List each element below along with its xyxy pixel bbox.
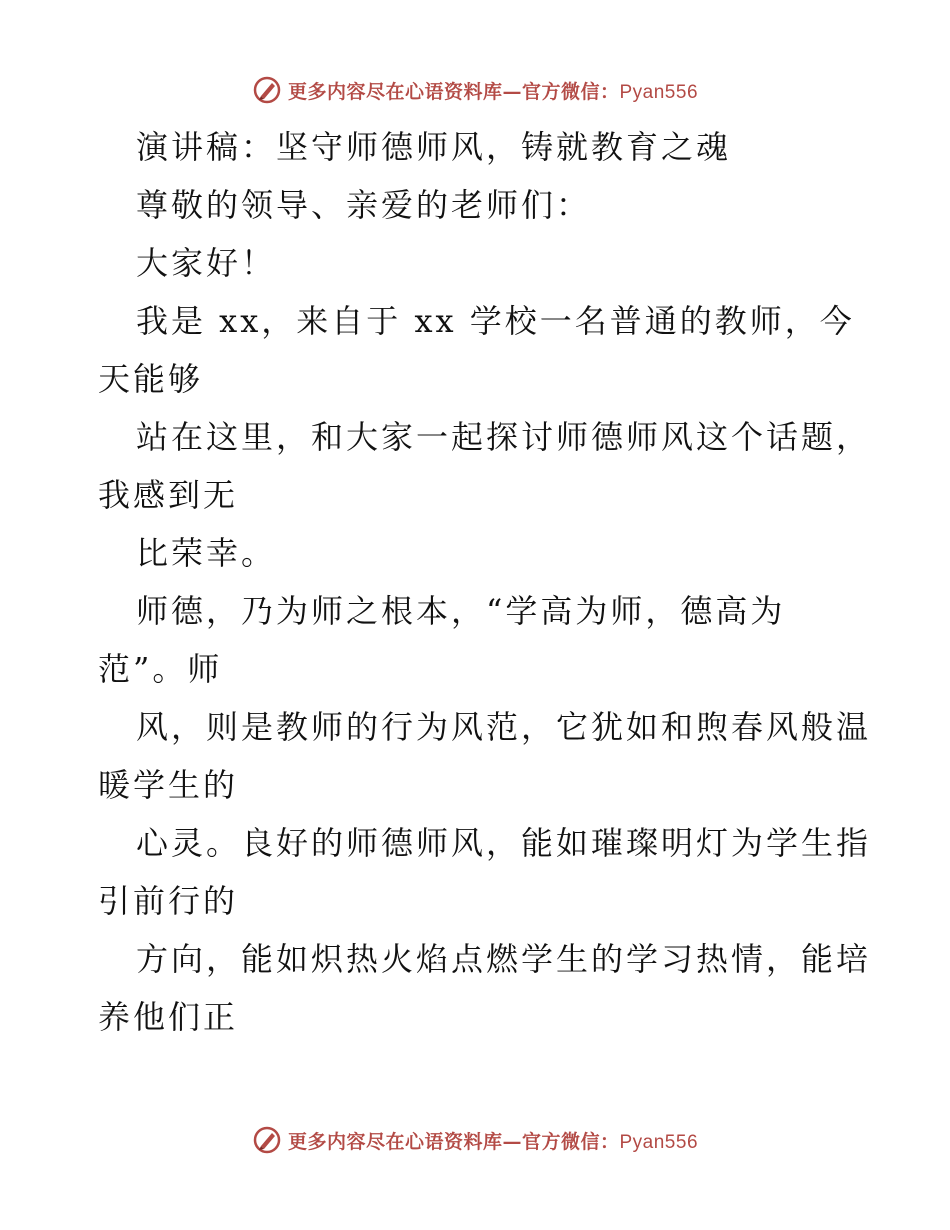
pen-logo-icon [252,1125,282,1155]
paragraph-line: 站在这里，和大家一起探讨师德师风这个话题， [136,418,872,456]
paragraph-line: 师德，乃为师之根本，“学高为师，德高为 [136,592,786,630]
watermark-wechat-id: Pyan556 [619,1131,699,1153]
paragraph-line: 风，则是教师的行为风范，它犹如和煦春风般温 [136,708,872,746]
paragraph-line: 心灵。良好的师德师风，能如璀璨明灯为学生指 [136,824,872,862]
paragraph-line: 我感到无 [98,476,239,514]
salutation: 尊敬的领导、亲爱的老师们： [136,186,592,224]
watermark-wechat-id: Pyan556 [619,81,699,103]
paragraph-line: 天能够 [98,360,204,398]
footer-watermark [0,1120,950,1160]
greeting: 大家好！ [136,244,277,282]
watermark-label: 更多内容尽在心语资料库—官方微信： [287,1130,620,1153]
paragraph-line: 引前行的 [98,882,239,920]
paragraph-line: 我是 xx，来自于 xx 学校一名普通的教师，今 [136,302,855,340]
paragraph-line: 比荣幸。 [136,534,277,572]
paragraph-line: 方向，能如炽热火焰点燃学生的学习热情，能培 [136,940,872,978]
doc-title: 演讲稿：坚守师德师风，铸就教育之魂 [136,128,732,166]
paragraph-line: 暖学生的 [98,766,239,804]
paragraph-line: 范”。师 [98,650,223,688]
watermark-label: 更多内容尽在心语资料库—官方微信： [287,80,620,103]
header-watermark [0,70,950,110]
pen-logo-icon [252,75,282,105]
paragraph-line: 养他们正 [98,998,239,1036]
watermark-text [288,1127,698,1154]
watermark-text [288,77,698,104]
